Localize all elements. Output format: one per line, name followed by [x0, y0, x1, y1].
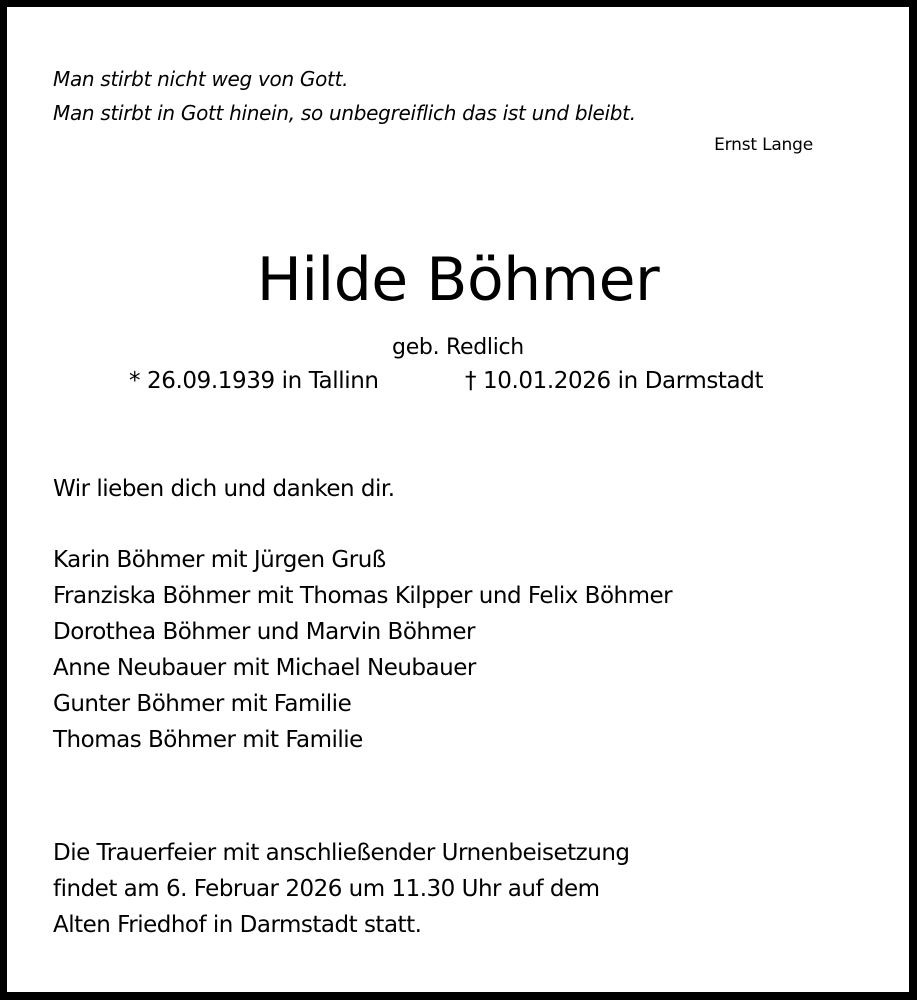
dedication: Wir lieben dich und danken dir. [53, 476, 395, 502]
service-line: Die Trauerfeier mit anschließender Urnenbeisetzung [53, 840, 630, 866]
quote-line-2: Man stirbt in Gott hinein, so unbegreiflich das ist und bleibt. [53, 101, 636, 125]
birth-date: * 26.09.1939 in Tallinn [129, 368, 379, 394]
service-line: Alten Friedhof in Darmstadt statt. [53, 912, 422, 938]
quote-author: Ernst Lange [714, 135, 813, 155]
mourner: Thomas Böhmer mit Familie [53, 727, 363, 753]
mourner: Anne Neubauer mit Michael Neubauer [53, 655, 476, 681]
death-date: † 10.01.2026 in Darmstadt [465, 368, 764, 394]
mourner: Franziska Böhmer mit Thomas Kilpper und Felix Böhmer [53, 583, 673, 609]
maiden-name: geb. Redlich [392, 335, 524, 360]
deceased-name: Hilde Böhmer [256, 245, 660, 315]
mourner: Dorothea Böhmer und Marvin Böhmer [53, 619, 475, 645]
mourner: Karin Böhmer mit Jürgen Gruß [53, 547, 386, 573]
service-line: findet am 6. Februar 2026 um 11.30 Uhr auf dem [53, 876, 600, 902]
quote-line-1: Man stirbt nicht weg von Gott. [53, 67, 349, 91]
obituary-notice [7, 7, 909, 992]
mourner: Gunter Böhmer mit Familie [53, 691, 352, 717]
